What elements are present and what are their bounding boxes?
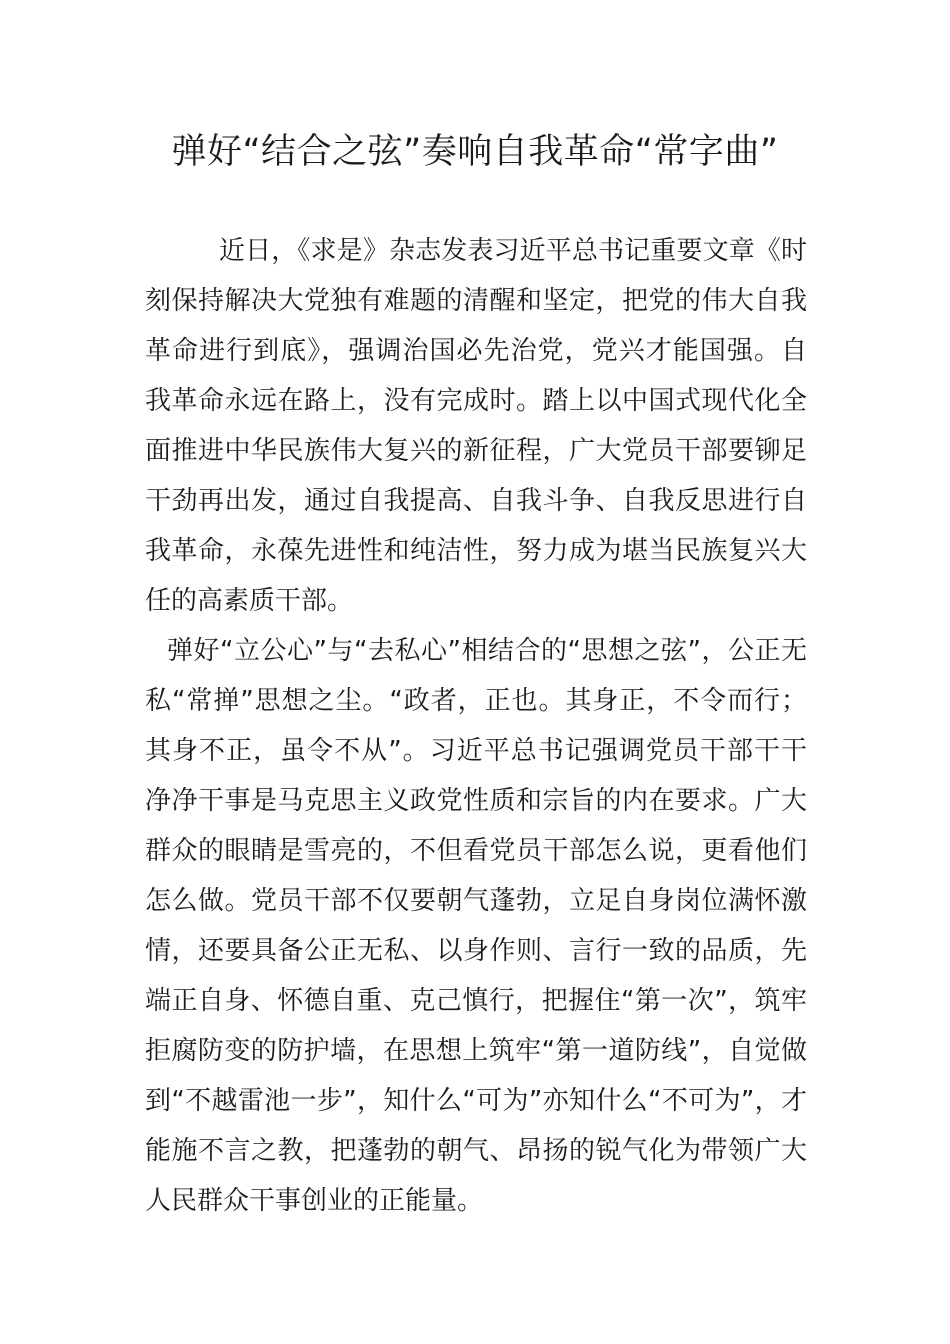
document-body xyxy=(145,226,807,1226)
document-title: 弹好“结合之弦”奏响自我革命“常字曲” xyxy=(171,132,779,172)
paragraph-2: 弹好“立公心”与“去私心”相结合的“思想之弦”，公正无私“常掸”思想之尘。“政者，正也。其身正，不令而行；其身不正，虽令不从”。习近平总书记强调党员干部干干净净干事是马克思主义政党性质和宗旨的内在要求。广大群众的眼睛是雪亮的，不但看党员干部怎么说，更看他们怎么做。党员干部不仅要朝气蓬勃，立足自身岗位满怀激情，还要具备公正无私、以身作则、言行一致的品质，先端正自身、怀德自重、克己慎行，把握住“第一次”，筑牢拒腐防变的防护墙，在思想上筑牢“第一道防线”，自觉做到“不越雷池一步”，知什么“可为”亦知什么“不可为”，才能施不言之教，把蓬勃的朝气、昂扬的锐气化为带领广大人民群众干事创业的正能量。 xyxy=(145,636,807,1216)
paragraph-1: 近日，《求是》杂志发表习近平总书记重要文章《时刻保持解决大党独有难题的清醒和坚定，把党的伟大自我革命进行到底》，强调治国必先治党，党兴才能国强。自我革命永远在路上，没有完成时。踏上以中国式现代化全面推进中华民族伟大复兴的新征程，广大党员干部要铆足干劲再出发，通过自我提高、自我斗争、自我反思进行自我革命，永葆先进性和纯洁性，努力成为堪当民族复兴大任的高素质干部。 xyxy=(145,236,807,616)
